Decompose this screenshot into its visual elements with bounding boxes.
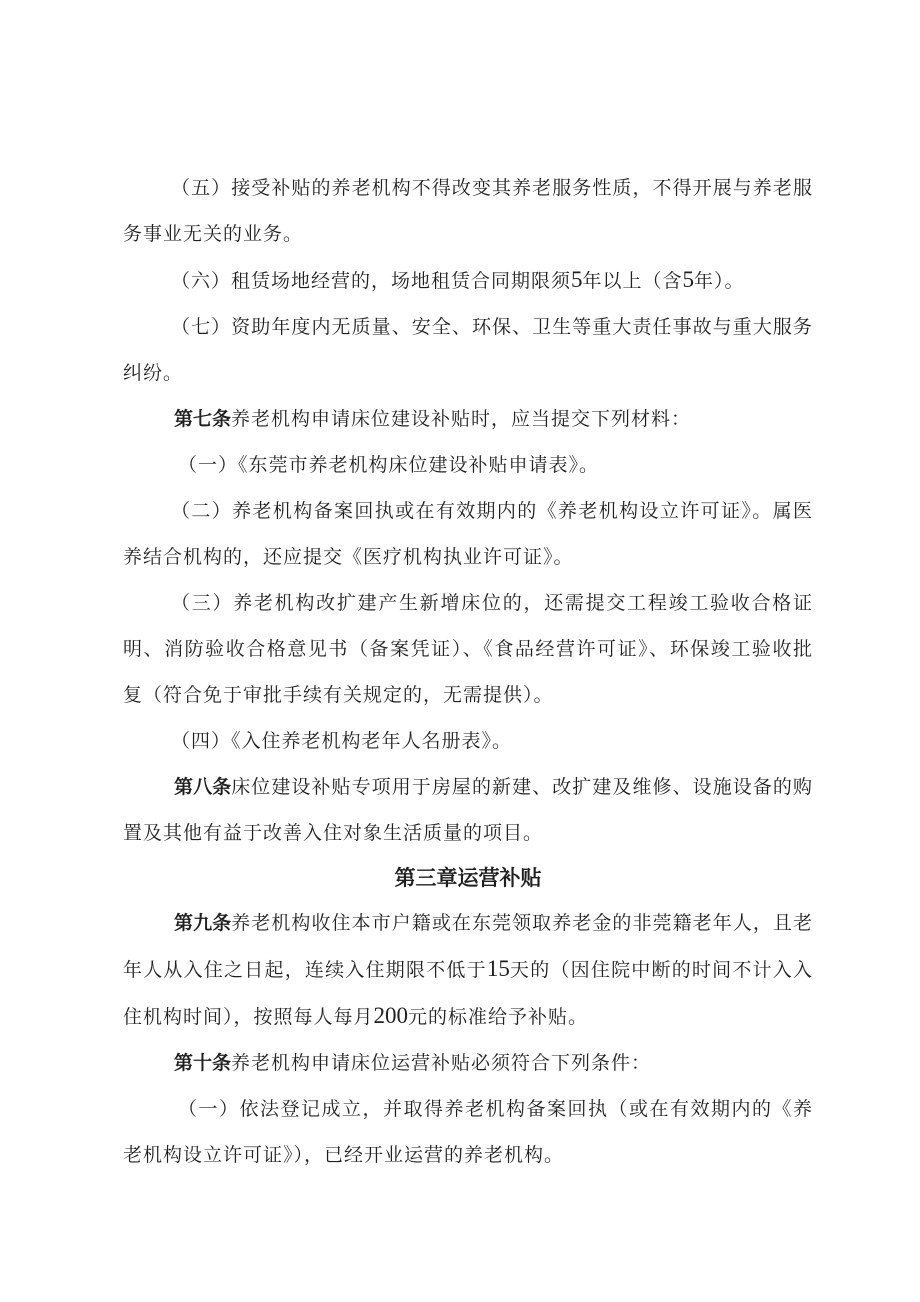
- article-7-item-3: （三）养老机构改扩建产生新增床位的，还需提交工程竣工验收合格证明、消防验收合格意见书（备案凭证）、《食品经营许可证》、环保竣工验收批复（符合免于审批手续有关规定的，无需提供）。: [123, 592, 813, 706]
- chapter-3-heading: 第三章运营补贴: [394, 866, 542, 890]
- article-10-item-1: （一）依法登记成立，并取得养老机构备案回执（或在有效期内的《养老机构设立许可证》），已经开业运营的养老机构。: [123, 1098, 813, 1166]
- article-9-paragraph: [123, 900, 813, 1040]
- article-10-body: 养老机构申请床位运营补贴必须符合下列条件：: [231, 1052, 652, 1074]
- item-6-text-a: （六）租赁场地经营的，场地租赁合同期限须: [171, 270, 572, 292]
- item-6-text-b: 年以上（含: [582, 270, 683, 292]
- article-7-heading: 第七条: [174, 408, 232, 430]
- item-6-paragraph: [123, 257, 813, 304]
- article-9-text-a: 养老机构收住本市户籍或在东莞领取养老金的非莞籍老年人，且老年人从入住之日起，连续入住期限不低于: [123, 912, 813, 981]
- article-8-heading: 第八条: [174, 776, 232, 798]
- item-5-paragraph: （五）接受补贴的养老机构不得改变其养老服务性质，不得开展与养老服务事业无关的业务。: [123, 177, 813, 245]
- article-10-heading: 第十条: [174, 1052, 232, 1074]
- article-8-paragraph: [123, 764, 813, 856]
- article-9-text-c: 元的标准给予补贴。: [408, 1006, 589, 1028]
- article-8-body: 床位建设补贴专项用于房屋的新建、改扩建及维修、设施设备的购置及其他有益于改善入住对象生活质量的项目。: [123, 776, 813, 844]
- item-6-number-1: 5: [571, 267, 583, 292]
- article-7-item-2: （二）养老机构备案回执或在有效期内的《养老机构设立许可证》。属医养结合机构的，还应提交《医疗机构执业许可证》。: [123, 500, 813, 568]
- article-9-heading: 第九条: [174, 912, 232, 934]
- article-10-paragraph: [123, 1040, 813, 1086]
- item-7-paragraph: （七）资助年度内无质量、安全、环保、卫生等重大责任事故与重大服务纠纷。: [123, 316, 813, 384]
- article-9-number-1: 15: [486, 956, 510, 981]
- article-7-paragraph: [123, 396, 813, 442]
- article-7-item-4: （四）《入住养老机构老年人名册表》。: [171, 730, 513, 752]
- article-7-body: 养老机构申请床位建设补贴时，应当提交下列材料：: [231, 408, 692, 430]
- article-7-item-1: （一）《东莞市养老机构床位建设补贴申请表》。: [178, 454, 600, 476]
- item-6-text-c: 年）。: [694, 270, 745, 292]
- item-6-number-2: 5: [682, 267, 695, 292]
- article-9-text-b: 天的（因住院中断的时间不计入入住机构时间），按照每人每月: [123, 959, 813, 1028]
- article-9-number-2: 200: [373, 1003, 409, 1028]
